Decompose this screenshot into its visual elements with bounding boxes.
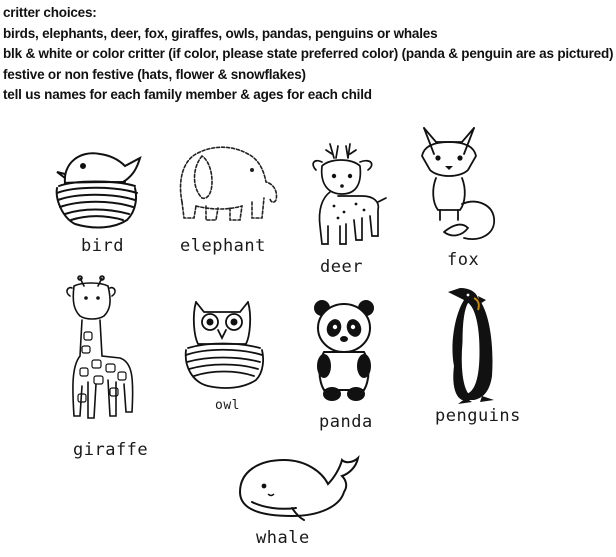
giraffe-drawing — [58, 276, 148, 426]
fox-label: fox — [447, 250, 480, 270]
instructions-line-5: tell us names for each family member & ages for each child — [3, 87, 372, 102]
instructions-line-4: festive or non festive (hats, flower & snowflakes) — [3, 66, 306, 82]
deer-drawing — [300, 140, 395, 255]
penguin-drawing — [444, 286, 500, 406]
bird-label: bird — [81, 236, 124, 256]
owl-label: owl — [215, 398, 240, 413]
fox-drawing — [414, 124, 504, 254]
instructions-line-1: critter choices: — [3, 5, 97, 20]
penguins-label: penguins — [435, 406, 521, 426]
owl-drawing — [182, 296, 272, 396]
deer-label: deer — [320, 257, 363, 277]
whale-drawing — [232, 452, 362, 524]
instructions-line-2: birds, elephants, deer, fox, giraffes, owls, pandas, penguins or whales — [3, 25, 438, 41]
panda-label: panda — [319, 412, 373, 432]
whale-label: whale — [256, 528, 310, 548]
elephant-drawing — [172, 142, 282, 232]
instructions-line-3: blk & white or color critter (if color, please state preferred color) (panda & penguin are as pictured) — [3, 46, 614, 61]
bird-drawing — [45, 138, 145, 238]
panda-drawing — [310, 298, 380, 408]
elephant-label: elephant — [180, 236, 266, 256]
giraffe-label: giraffe — [73, 440, 149, 460]
